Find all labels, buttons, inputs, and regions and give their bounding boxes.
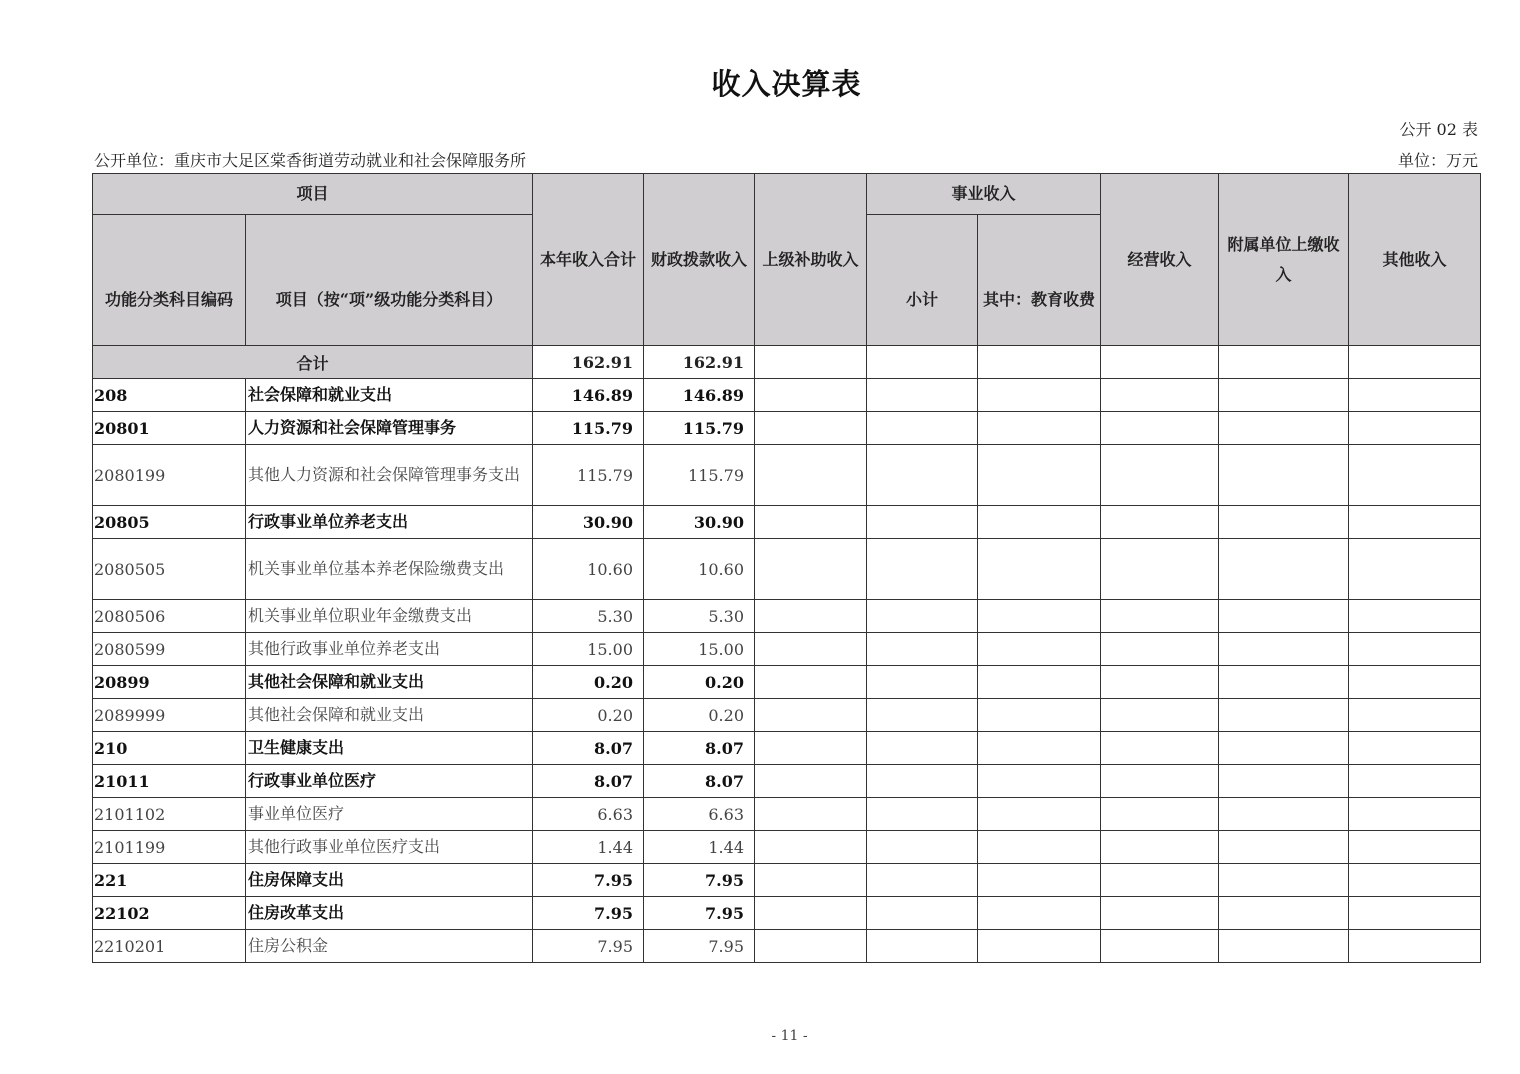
empty-cell	[867, 798, 978, 831]
row-code: 20805	[93, 506, 246, 539]
empty-cell	[1219, 831, 1349, 864]
header-other-income: 其他收入	[1349, 174, 1481, 346]
table-row	[93, 732, 1481, 765]
header-operating-income: 经营收入	[1101, 174, 1219, 346]
row-fiscal: 15.00	[644, 633, 755, 666]
empty-cell	[867, 897, 978, 930]
row-name: 社会保障和就业支出	[246, 379, 533, 412]
empty-cell	[1219, 897, 1349, 930]
empty-cell	[1349, 412, 1481, 445]
empty-cell	[1349, 732, 1481, 765]
row-name: 其他人力资源和社会保障管理事务支出	[246, 445, 533, 506]
row-fiscal: 0.20	[644, 666, 755, 699]
empty-cell	[978, 864, 1101, 897]
empty-cell	[867, 864, 978, 897]
empty-cell	[867, 831, 978, 864]
empty-cell	[1349, 379, 1481, 412]
row-fiscal: 115.79	[644, 445, 755, 506]
empty-cell	[1101, 930, 1219, 963]
table-row	[93, 666, 1481, 699]
table-row	[93, 506, 1481, 539]
empty-cell	[1101, 412, 1219, 445]
empty-cell	[1101, 732, 1219, 765]
row-fiscal: 8.07	[644, 732, 755, 765]
empty-cell	[755, 699, 867, 732]
row-name: 其他行政事业单位医疗支出	[246, 831, 533, 864]
row-code: 21011	[93, 765, 246, 798]
empty-cell	[1349, 831, 1481, 864]
row-fiscal: 0.20	[644, 699, 755, 732]
row-total-income: 10.60	[533, 539, 644, 600]
empty-cell	[1349, 633, 1481, 666]
empty-cell	[1219, 600, 1349, 633]
row-name: 住房改革支出	[246, 897, 533, 930]
empty-cell	[1219, 732, 1349, 765]
empty-cell	[978, 445, 1101, 506]
reporting-organization: 公开单位：重庆市大足区棠香街道劳动就业和社会保障服务所	[94, 151, 527, 170]
total-fiscal-value: 162.91	[644, 346, 755, 379]
empty-cell	[1101, 699, 1219, 732]
empty-cell	[978, 798, 1101, 831]
empty-cell	[867, 732, 978, 765]
row-total-income: 6.63	[533, 798, 644, 831]
empty-cell	[755, 732, 867, 765]
empty-cell	[1101, 897, 1219, 930]
table-row	[93, 864, 1481, 897]
empty-cell	[755, 506, 867, 539]
empty-cell	[1219, 412, 1349, 445]
table-row	[93, 539, 1481, 600]
row-fiscal: 10.60	[644, 539, 755, 600]
row-name: 住房保障支出	[246, 864, 533, 897]
empty-cell	[1219, 379, 1349, 412]
row-code: 20801	[93, 412, 246, 445]
row-fiscal: 7.95	[644, 864, 755, 897]
row-total-income: 30.90	[533, 506, 644, 539]
row-name: 其他行政事业单位养老支出	[246, 633, 533, 666]
row-fiscal: 6.63	[644, 798, 755, 831]
row-name: 行政事业单位养老支出	[246, 506, 533, 539]
empty-cell	[867, 539, 978, 600]
empty-cell	[978, 506, 1101, 539]
empty-cell	[755, 445, 867, 506]
header-affiliated-income: 附属单位上缴收入	[1219, 174, 1349, 346]
header-code: 功能分类科目编码	[93, 215, 246, 346]
empty-cell	[867, 633, 978, 666]
row-fiscal: 7.95	[644, 930, 755, 963]
row-code: 221	[93, 864, 246, 897]
table-row	[93, 699, 1481, 732]
empty-cell	[1349, 539, 1481, 600]
empty-cell	[867, 600, 978, 633]
empty-cell	[1219, 864, 1349, 897]
row-code: 2210201	[93, 930, 246, 963]
empty-cell	[978, 600, 1101, 633]
empty-cell	[1349, 506, 1481, 539]
table-row	[93, 798, 1481, 831]
empty-cell	[755, 379, 867, 412]
empty-cell	[978, 699, 1101, 732]
empty-cell	[867, 379, 978, 412]
empty-cell	[755, 798, 867, 831]
empty-cell	[978, 379, 1101, 412]
empty-cell	[1349, 600, 1481, 633]
row-total-income: 0.20	[533, 666, 644, 699]
empty-cell	[755, 633, 867, 666]
table-row	[93, 445, 1481, 506]
row-name: 其他社会保障和就业支出	[246, 699, 533, 732]
table-row	[93, 765, 1481, 798]
row-code: 2080599	[93, 633, 246, 666]
row-code: 2101199	[93, 831, 246, 864]
page-title: 收入决算表	[711, 67, 862, 101]
row-code: 2080505	[93, 539, 246, 600]
empty-cell	[1101, 506, 1219, 539]
header-name: 项目（按“项”级功能分类科目）	[246, 215, 533, 346]
table-row	[93, 633, 1481, 666]
row-total-income: 5.30	[533, 600, 644, 633]
empty-cell	[755, 600, 867, 633]
row-code: 2080506	[93, 600, 246, 633]
table-row	[93, 897, 1481, 930]
row-fiscal: 5.30	[644, 600, 755, 633]
empty-cell	[1349, 666, 1481, 699]
empty-cell	[1101, 445, 1219, 506]
empty-cell	[1349, 445, 1481, 506]
row-code: 2101102	[93, 798, 246, 831]
empty-cell	[1101, 765, 1219, 798]
empty-cell	[1219, 930, 1349, 963]
table-number: 公开 02 表	[1399, 120, 1478, 139]
empty-cell	[1101, 864, 1219, 897]
row-fiscal: 146.89	[644, 379, 755, 412]
empty-cell	[1101, 539, 1219, 600]
empty-cell	[978, 765, 1101, 798]
header-fiscal-appropriation: 财政拨款收入	[644, 174, 755, 346]
empty-cell	[867, 412, 978, 445]
row-total-income: 146.89	[533, 379, 644, 412]
row-total-income: 115.79	[533, 445, 644, 506]
empty-cell	[867, 699, 978, 732]
empty-cell	[1349, 798, 1481, 831]
row-name: 卫生健康支出	[246, 732, 533, 765]
row-fiscal: 8.07	[644, 765, 755, 798]
empty-cell	[755, 831, 867, 864]
row-fiscal: 30.90	[644, 506, 755, 539]
total-row	[93, 346, 1481, 379]
empty-cell	[978, 930, 1101, 963]
table-row	[93, 379, 1481, 412]
header-education-fee: 其中：教育收费	[978, 215, 1101, 346]
empty-cell	[978, 897, 1101, 930]
empty-cell	[755, 666, 867, 699]
total-label: 合计	[93, 346, 533, 379]
table-row	[93, 412, 1481, 445]
empty-cell	[1219, 633, 1349, 666]
row-total-income: 8.07	[533, 732, 644, 765]
empty-cell	[1101, 379, 1219, 412]
empty-cell	[755, 412, 867, 445]
empty-cell	[1219, 765, 1349, 798]
empty-cell	[755, 930, 867, 963]
empty-cell	[1219, 666, 1349, 699]
header-subtotal: 小计	[867, 215, 978, 346]
empty-cell	[1349, 864, 1481, 897]
empty-cell	[1219, 445, 1349, 506]
row-fiscal: 1.44	[644, 831, 755, 864]
empty-cell	[978, 412, 1101, 445]
empty-cell	[1349, 930, 1481, 963]
row-name: 人力资源和社会保障管理事务	[246, 412, 533, 445]
empty-cell	[1101, 633, 1219, 666]
row-total-income: 7.95	[533, 864, 644, 897]
header-superior-subsidy: 上级补助收入	[755, 174, 867, 346]
row-fiscal: 7.95	[644, 897, 755, 930]
header-item: 项目	[93, 174, 533, 215]
empty-cell	[867, 765, 978, 798]
empty-cell	[867, 506, 978, 539]
row-name: 事业单位医疗	[246, 798, 533, 831]
empty-cell	[1219, 798, 1349, 831]
income-statement-table	[92, 173, 1481, 963]
empty-cell	[867, 666, 978, 699]
empty-cell	[1101, 798, 1219, 831]
empty-cell	[978, 539, 1101, 600]
empty-cell	[755, 539, 867, 600]
row-code: 208	[93, 379, 246, 412]
row-code: 2089999	[93, 699, 246, 732]
header-business-income: 事业收入	[867, 174, 1101, 215]
currency-unit: 单位：万元	[1397, 151, 1478, 170]
total-income-value: 162.91	[533, 346, 644, 379]
empty-cell	[1219, 699, 1349, 732]
row-code: 2080199	[93, 445, 246, 506]
row-fiscal: 115.79	[644, 412, 755, 445]
row-total-income: 0.20	[533, 699, 644, 732]
page-number: - 11 -	[771, 1028, 808, 1044]
empty-cell	[1349, 699, 1481, 732]
empty-cell	[1101, 831, 1219, 864]
empty-cell	[755, 897, 867, 930]
row-name: 行政事业单位医疗	[246, 765, 533, 798]
row-name: 机关事业单位基本养老保险缴费支出	[246, 539, 533, 600]
empty-cell	[755, 864, 867, 897]
table-row	[93, 831, 1481, 864]
row-total-income: 1.44	[533, 831, 644, 864]
empty-cell	[1101, 600, 1219, 633]
row-total-income: 8.07	[533, 765, 644, 798]
empty-cell	[1219, 506, 1349, 539]
header-total-income: 本年收入合计	[533, 174, 644, 346]
row-code: 210	[93, 732, 246, 765]
row-total-income: 15.00	[533, 633, 644, 666]
row-name: 其他社会保障和就业支出	[246, 666, 533, 699]
empty-cell	[978, 732, 1101, 765]
empty-cell	[1219, 539, 1349, 600]
empty-cell	[1349, 897, 1481, 930]
table-row	[93, 930, 1481, 963]
empty-cell	[755, 765, 867, 798]
empty-cell	[978, 666, 1101, 699]
empty-cell	[978, 831, 1101, 864]
row-name: 住房公积金	[246, 930, 533, 963]
table-body	[93, 346, 1481, 963]
row-code: 22102	[93, 897, 246, 930]
empty-cell	[1349, 765, 1481, 798]
row-total-income: 115.79	[533, 412, 644, 445]
row-name: 机关事业单位职业年金缴费支出	[246, 600, 533, 633]
empty-cell	[1101, 666, 1219, 699]
row-total-income: 7.95	[533, 897, 644, 930]
empty-cell	[978, 633, 1101, 666]
row-code: 20899	[93, 666, 246, 699]
empty-cell	[867, 445, 978, 506]
table-row	[93, 600, 1481, 633]
row-total-income: 7.95	[533, 930, 644, 963]
empty-cell	[867, 930, 978, 963]
